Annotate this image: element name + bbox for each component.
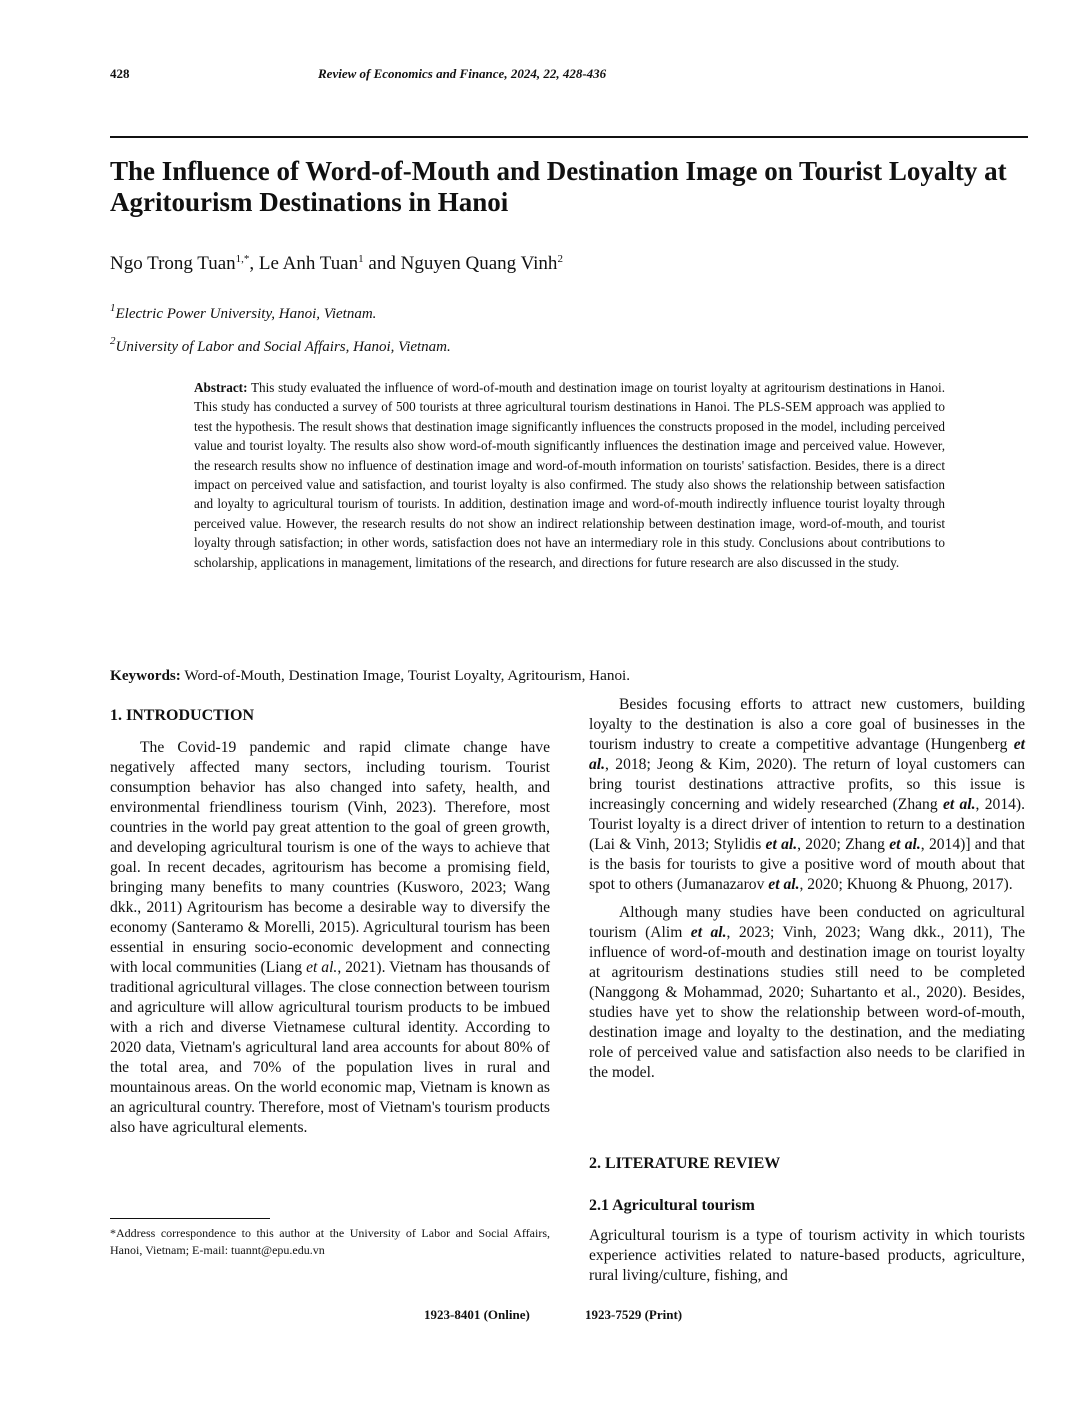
- footnote-rule: [110, 1218, 270, 1219]
- paragraph: [589, 903, 1025, 1083]
- footnote-mark: *: [110, 1226, 116, 1240]
- author-affiliation-mark: 1: [358, 253, 364, 265]
- left-column: [110, 738, 550, 1138]
- keywords-text: Word-of-Mouth, Destination Image, Tourist Loyalty, Agritourism, Hanoi.: [180, 667, 631, 684]
- paper-title: The Influence of Word-of-Mouth and Destination Image on Tourist Loyalty at Agritourism Destinations in Hanoi: [110, 156, 1007, 217]
- affiliation-mark: 2: [110, 335, 116, 347]
- affiliation-1: [110, 302, 377, 323]
- italic-run: et al.: [889, 836, 921, 853]
- italic-run: et al.: [589, 736, 1025, 773]
- paragraph: Agricultural tourism is a type of tourism activity in which tourists experience activities related to nature-based products, agriculture, rural living/culture, fishing, and: [589, 1227, 1025, 1284]
- right-column: [589, 695, 1025, 1083]
- text-run: , 2021). Vietnam has thousands of traditional agricultural villages. The close connection between tourism and agriculture will allow agricultural tourism products to be imbued with a rich and diverse Vietnamese cultural identity. According to 2020 data, Vietnam's agricultural land area accounts for about 80% of the total area, and 70% of the population lives in rural and mountainous areas. On the world economic map, Vietnam is known as an agricultural country. Therefore, most of Vietnam's tourism products also have agricultural elements.: [110, 959, 551, 1136]
- italic-run: et al.: [942, 796, 976, 813]
- affiliation-mark: 1: [110, 302, 116, 314]
- author-name: Ngo Trong Tuan: [110, 253, 236, 274]
- paragraph: [110, 738, 550, 1138]
- issn-online: 1923-8401 (Online): [424, 1307, 530, 1322]
- keywords: [110, 667, 630, 685]
- italic-run: et al.: [768, 876, 800, 893]
- header-rule: [110, 136, 1028, 138]
- page-number: 428: [110, 66, 130, 81]
- subsection-heading: 2.1 Agricultural tourism: [589, 1197, 755, 1214]
- italic-run: et al.: [690, 924, 727, 941]
- text-run: The Covid-19 pandemic and rapid climate change have negatively affected many sectors, including tourism. Tourist consumption behavior has also changed into safety, health, and environmental friendliness tourism (Vinh, 2023). Therefore, most countries in the world pay great attention to the goal of green growth, and developing agricultural tourism is one of the ways to achieve that goal. In recent decades, agritourism has become a promising field, bringing many benefits to many countries (Kusworo, 2023; Wang dkk., 2011) Agritourism has become a desirable way to diversify the economy (Santeramo & Morelli, 2015). Agricultural tourism has been essential in ensuring socio-economic development and connecting with local communities (Liang: [110, 739, 550, 976]
- text-run: , 2018; Jeong & Kim, 2020). The return of loyal customers can bring tourist destinations attractive profits, so this issue is increasingly concerning and widely researched (Zhang: [589, 756, 1025, 813]
- affiliation-text: Electric Power University, Hanoi, Vietnam.: [115, 306, 377, 322]
- footnote: [110, 1225, 550, 1259]
- author-name: , Le Anh Tuan: [249, 253, 359, 274]
- footnote-text: Address correspondence to this author at the University of Labor and Social Affairs, Hanoi, Vietnam; E-mail: tuannt@epu.edu.vn: [110, 1226, 550, 1257]
- section-heading-literature-review: 2. LITERATURE REVIEW: [589, 1155, 781, 1172]
- italic-run: et al.: [765, 836, 798, 853]
- text-run: , 2014). Tourist loyalty is a direct driver of intention to return to a destination (Lai & Vinh, 2013; Stylidis: [589, 796, 1026, 853]
- text-run: Although many studies have been conducted on agricultural tourism (Alim: [589, 904, 1025, 941]
- author-affiliation-mark: 1,*: [235, 253, 250, 265]
- text-run: , 2014)] and that is the basis for tourists to give a positive word of mouth about that spot to others (Jumanazarov: [589, 836, 1025, 893]
- section-heading-introduction: 1. INTRODUCTION: [110, 707, 255, 724]
- paragraph: [589, 695, 1025, 895]
- text-run: , 2020; Zhang: [797, 836, 890, 853]
- affiliation-text: University of Labor and Social Affairs, Hanoi, Vietnam.: [115, 339, 451, 355]
- text-run: Besides focusing efforts to attract new customers, building loyalty to the destination is also a core goal of businesses in the tourism industry to create a competitive advantage (Hungenberg: [589, 696, 1025, 753]
- issn-print: 1923-7529 (Print): [585, 1307, 683, 1322]
- abstract-label: Abstract:: [194, 380, 248, 395]
- affiliation-2: [110, 335, 451, 356]
- author-affiliation-mark: 2: [557, 253, 563, 265]
- text-run: , 2023; Vinh, 2023; Wang dkk., 2011), The influence of word-of-mouth and destination image on tourist loyalty at agritourism destinations studies still need to be completed (Nanggong & Mohammad, 2020; Suhartanto et al., 2020). Besides, studies have yet to show the relationship between word-of-mouth, destination image and loyalty to the destination, and the mediating role of perceived value and satisfaction also needs to be clarified in the model.: [589, 924, 1025, 1081]
- keywords-label: Keywords:: [110, 667, 181, 684]
- abstract-text: This study evaluated the influence of word-of-mouth and destination image on tourist loyalty at agritourism destinations in Hanoi. This study has conducted a survey of 500 tourists at three agricultural tourism destinations in Hanoi. The PLS-SEM approach was applied to test the hypothesis. The result shows that destination image significantly influences the constructs proposed in the model, including perceived value and tourist loyalty. The results also show word-of-mouth significantly influences the destination image and perceived value. However, the research results show no influence of destination image and word-of-mouth information on tourists' satisfaction. Besides, there is a direct impact on perceived value and satisfaction, and tourist loyalty is also confirmed. The study also shows the relationship between satisfaction and loyalty to agricultural tourism of tourists. In addition, destination image and word-of-mouth indirectly influence tourist loyalty through perceived value. However, the research results do not show an indirect relationship between destination image, word-of-mouth, and tourist loyalty through satisfaction; in other words, satisfaction does not have an intermediary role in this study. Conclusions about contributions to scholarship, applications in management, limitations of the research, and directions for future research are also discussed in the study.: [194, 380, 945, 570]
- text-run: , 2020; Khuong & Phuong, 2017).: [799, 876, 1013, 893]
- author-name: and Nguyen Quang Vinh: [363, 253, 558, 274]
- author-list: [110, 253, 563, 275]
- italic-run: et al.: [306, 959, 338, 976]
- abstract: [194, 378, 945, 572]
- journal-header: Review of Economics and Finance, 2024, 22, 428-436: [318, 66, 607, 81]
